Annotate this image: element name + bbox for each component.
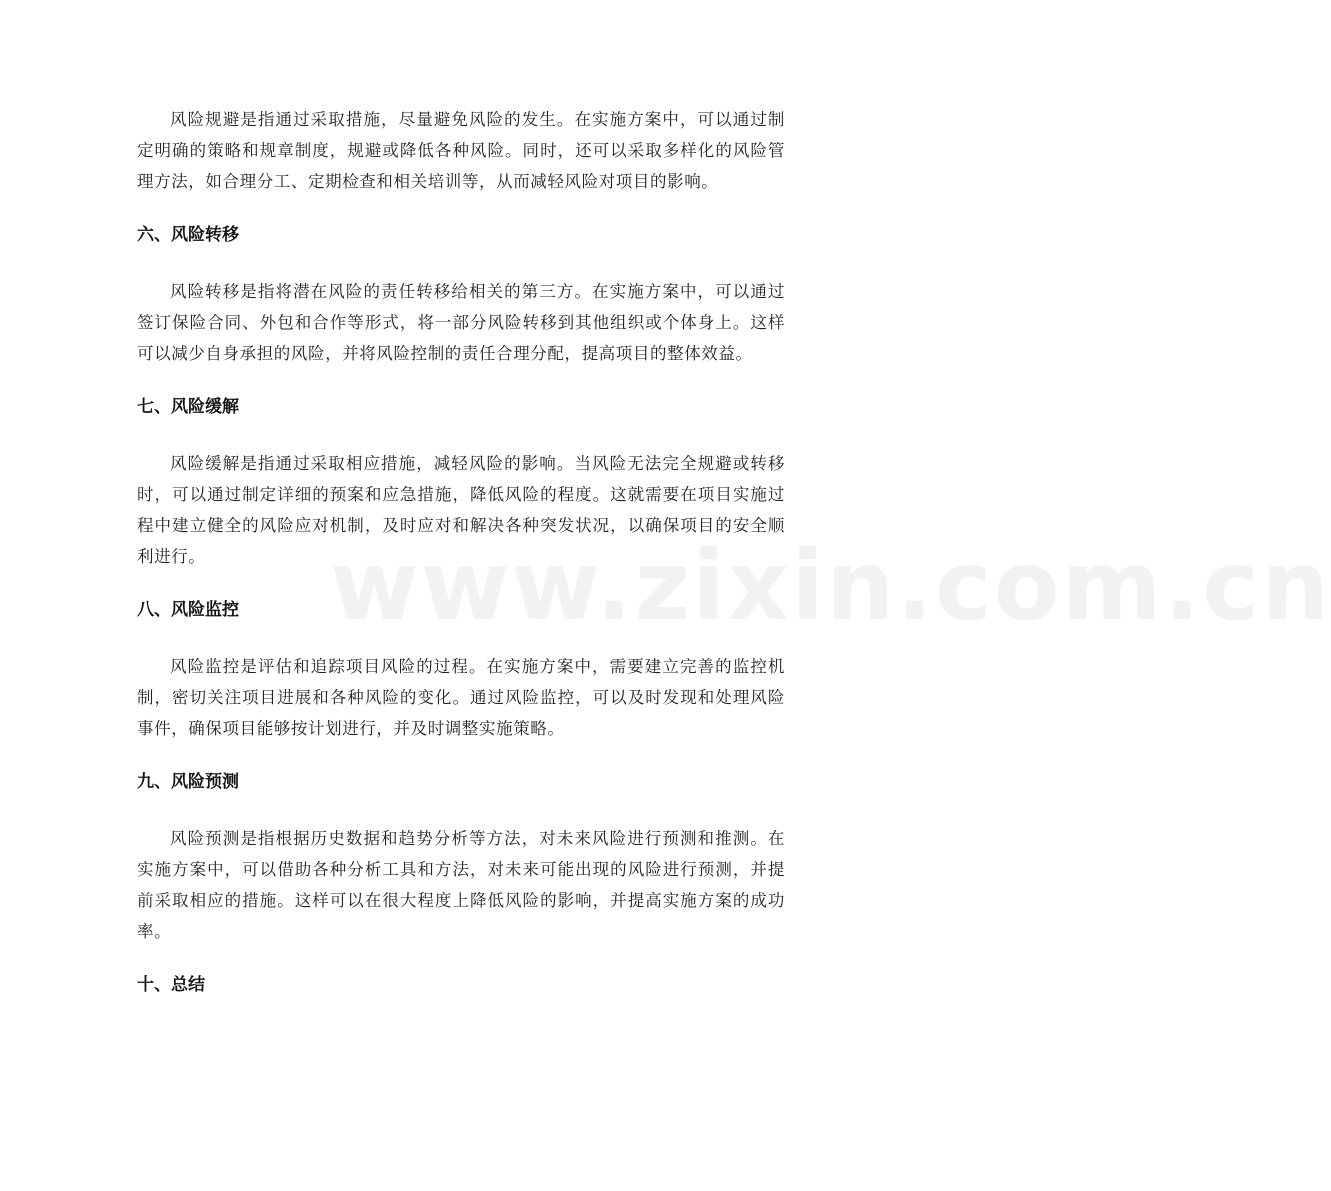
heading-risk-transfer: 六、风险转移 bbox=[137, 225, 239, 245]
paragraph-risk-avoidance: 风险规避是指通过采取措施，尽量避免风险的发生。在实施方案中，可以通过制定明确的策略和规章制度，规避或降低各种风险。同时，还可以采取多样化的风险管理方法，如合理分工、定期检查和相关培训等，从而减轻风险对项目的影响。 bbox=[137, 110, 785, 191]
paragraph-risk-prediction: 风险预测是指根据历史数据和趋势分析等方法，对未来风险进行预测和推测。在实施方案中，可以借助各种分析工具和方法，对未来可能出现的风险进行预测，并提前采取相应的措施。这样可以在很大程度上降低风险的影响，并提高实施方案的成功率。 bbox=[137, 829, 785, 941]
heading-risk-prediction: 九、风险预测 bbox=[137, 772, 239, 792]
document-body bbox=[137, 104, 785, 1001]
heading-risk-mitigation: 七、风险缓解 bbox=[137, 397, 239, 417]
paragraph-risk-transfer: 风险转移是指将潜在风险的责任转移给相关的第三方。在实施方案中，可以通过签订保险合同、外包和合作等形式，将一部分风险转移到其他组织或个体身上。这样可以减少自身承担的风险，并将风险控制的责任合理分配，提高项目的整体效益。 bbox=[137, 282, 785, 363]
heading-risk-monitoring: 八、风险监控 bbox=[137, 600, 239, 620]
paragraph-risk-mitigation: 风险缓解是指通过采取相应措施，减轻风险的影响。当风险无法完全规避或转移时，可以通过制定详细的预案和应急措施，降低风险的程度。这就需要在项目实施过程中建立健全的风险应对机制，及时应对和解决各种突发状况，以确保项目的安全顺利进行。 bbox=[137, 454, 785, 566]
heading-summary: 十、总结 bbox=[137, 975, 205, 995]
watermark: www.zixin.com.cn bbox=[330, 530, 1331, 642]
paragraph-risk-monitoring: 风险监控是评估和追踪项目风险的过程。在实施方案中，需要建立完善的监控机制，密切关注项目进展和各种风险的变化。通过风险监控，可以及时发现和处理风险事件，确保项目能够按计划进行，并及时调整实施策略。 bbox=[137, 657, 785, 738]
